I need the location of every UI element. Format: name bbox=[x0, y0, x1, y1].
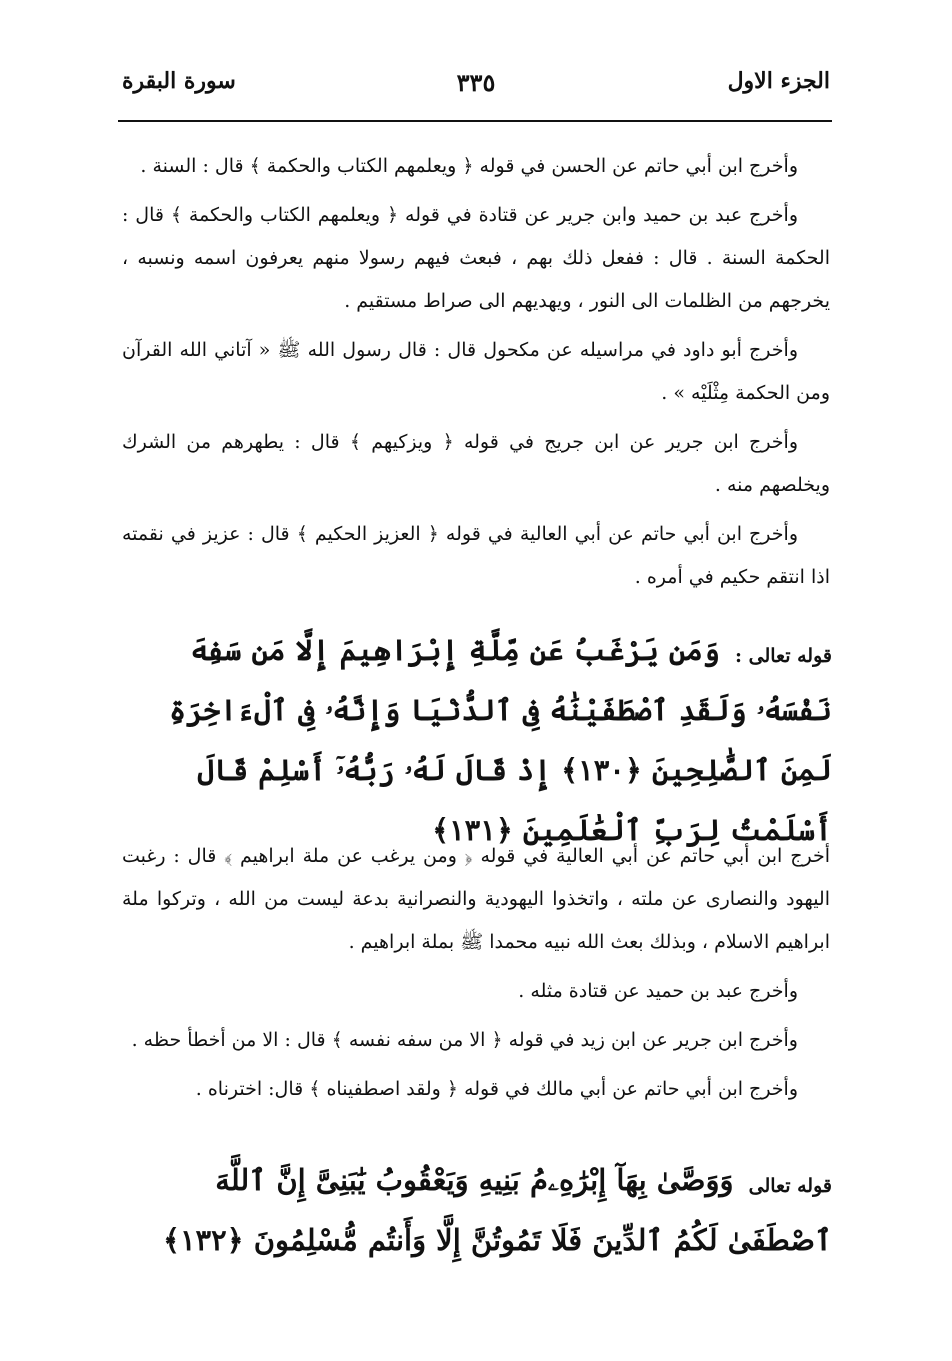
paragraph bbox=[122, 329, 830, 415]
verse-lead: قوله تعالى : bbox=[735, 644, 832, 667]
page-number: ٣٣٥ bbox=[456, 68, 496, 97]
paragraph bbox=[122, 194, 830, 323]
commentary-section-2 bbox=[122, 835, 830, 1117]
commentary-section-1 bbox=[122, 145, 830, 605]
paragraph bbox=[122, 1068, 830, 1111]
paragraph-text: وأخرج ابن أبي حاتم عن أبي مالك في قوله ﴿ ولقد اصطفيناه ﴾ قال: اخترناه . bbox=[195, 1078, 798, 1100]
paragraph-text: أخرج ابن أبي حاتم عن أبي العالية في قوله ﴿ ومن يرغب عن ملة ابراهيم ﴾ قال : رغبت اليهود والنصارى عن ملته ، واتخذوا اليهودية والنصرانية بدعة ليست من الله ، وتركوا ملة ابراهيم الاسلام ، وبذلك بعث الله نبيه محمدا ﷺ بملة ابراهيم . bbox=[122, 845, 830, 953]
paragraph-text: وأخرج أبو داود في مراسيله عن مكحول قال : قال رسول الله ﷺ « آتاني الله القرآن ومن الحكمة مِثْلَيْه » . bbox=[122, 339, 830, 404]
verse-lead: قوله تعالى bbox=[748, 1174, 832, 1197]
paragraph bbox=[122, 835, 830, 964]
paragraph-text: وأخرج ابن أبي حاتم عن أبي العالية في قوله ﴿ العزيز الحكيم ﴾ قال : عزيز في نقمته اذا انتقم حكيم في أمره . bbox=[122, 523, 830, 588]
paragraph-text: وأخرج ابن أبي حاتم عن الحسن في قوله ﴿ ويعلمهم الكتاب والحكمة ﴾ قال : السنة . bbox=[140, 155, 798, 177]
paragraph bbox=[122, 1019, 830, 1062]
quran-verse-block bbox=[122, 1150, 832, 1270]
part-title: الجزء الاول bbox=[727, 68, 830, 94]
paragraph bbox=[122, 513, 830, 599]
quran-verse-block bbox=[122, 620, 832, 860]
paragraph bbox=[122, 970, 830, 1013]
paragraph-text: وأخرج عبد بن حميد عن قتادة مثله . bbox=[518, 980, 798, 1002]
paragraph-text: وأخرج عبد بن حميد وابن جرير عن قتادة في قوله ﴿ ويعلمهم الكتاب والحكمة ﴾ قال : الحكمة السنة . قال : ففعل ذلك بهم ، فبعث فيهم رسولا منهم يعرفون اسمه ونسبه ، يخرجهم من الظلمات الى النور ، ويهديهم الى صراط مستقيم . bbox=[122, 204, 830, 312]
page-header bbox=[122, 68, 830, 108]
paragraph-text: وأخرج ابن جرير عن ابن زيد في قوله ﴿ الا من سفه نفسه ﴾ قال : الا من أخطأ حظه . bbox=[131, 1029, 798, 1051]
verse-text: وَمَن يَرْغَبُ عَن مِّلَّةِ إِبْرَاهِيمَ إِلَّا مَن سَفِهَ نَفْسَهُۥ وَلَقَدِ ٱصْطَفَيْنَٰهُ فِى ٱلدُّنْيَا وَإِنَّهُۥ فِى ٱلْءَاخِرَةِ لَمِنَ ٱلصَّٰلِحِينَ ﴿١٣٠﴾ إِذْ قَالَ لَهُۥ رَبُّهُۥٓ أَسْلِمْ قَالَ أَسْلَمْتُ لِرَبِّ ٱلْعَٰلَمِينَ ﴿١٣١﴾ bbox=[169, 633, 832, 847]
paragraph-text: وأخرج ابن جرير عن ابن جريج في قوله ﴿ ويزكيهم ﴾ قال : يطهرهم من الشرك ويخلصهم منه . bbox=[122, 431, 830, 496]
header-rule bbox=[118, 120, 832, 122]
surah-title: سورة البقرة bbox=[122, 68, 236, 94]
verse-text: وَوَصَّىٰ بِهَآ إِبْرَٰهِۦمُ بَنِيهِ وَيَعْقُوبُ يَٰبَنِىَّ إِنَّ ٱللَّهَ ٱصْطَفَىٰ لَكُمُ ٱلدِّينَ فَلَا تَمُوتُنَّ إِلَّا وَأَنتُم مُّسْلِمُونَ ﴿١٣٢﴾ bbox=[162, 1163, 832, 1257]
paragraph bbox=[122, 145, 830, 188]
paragraph bbox=[122, 421, 830, 507]
